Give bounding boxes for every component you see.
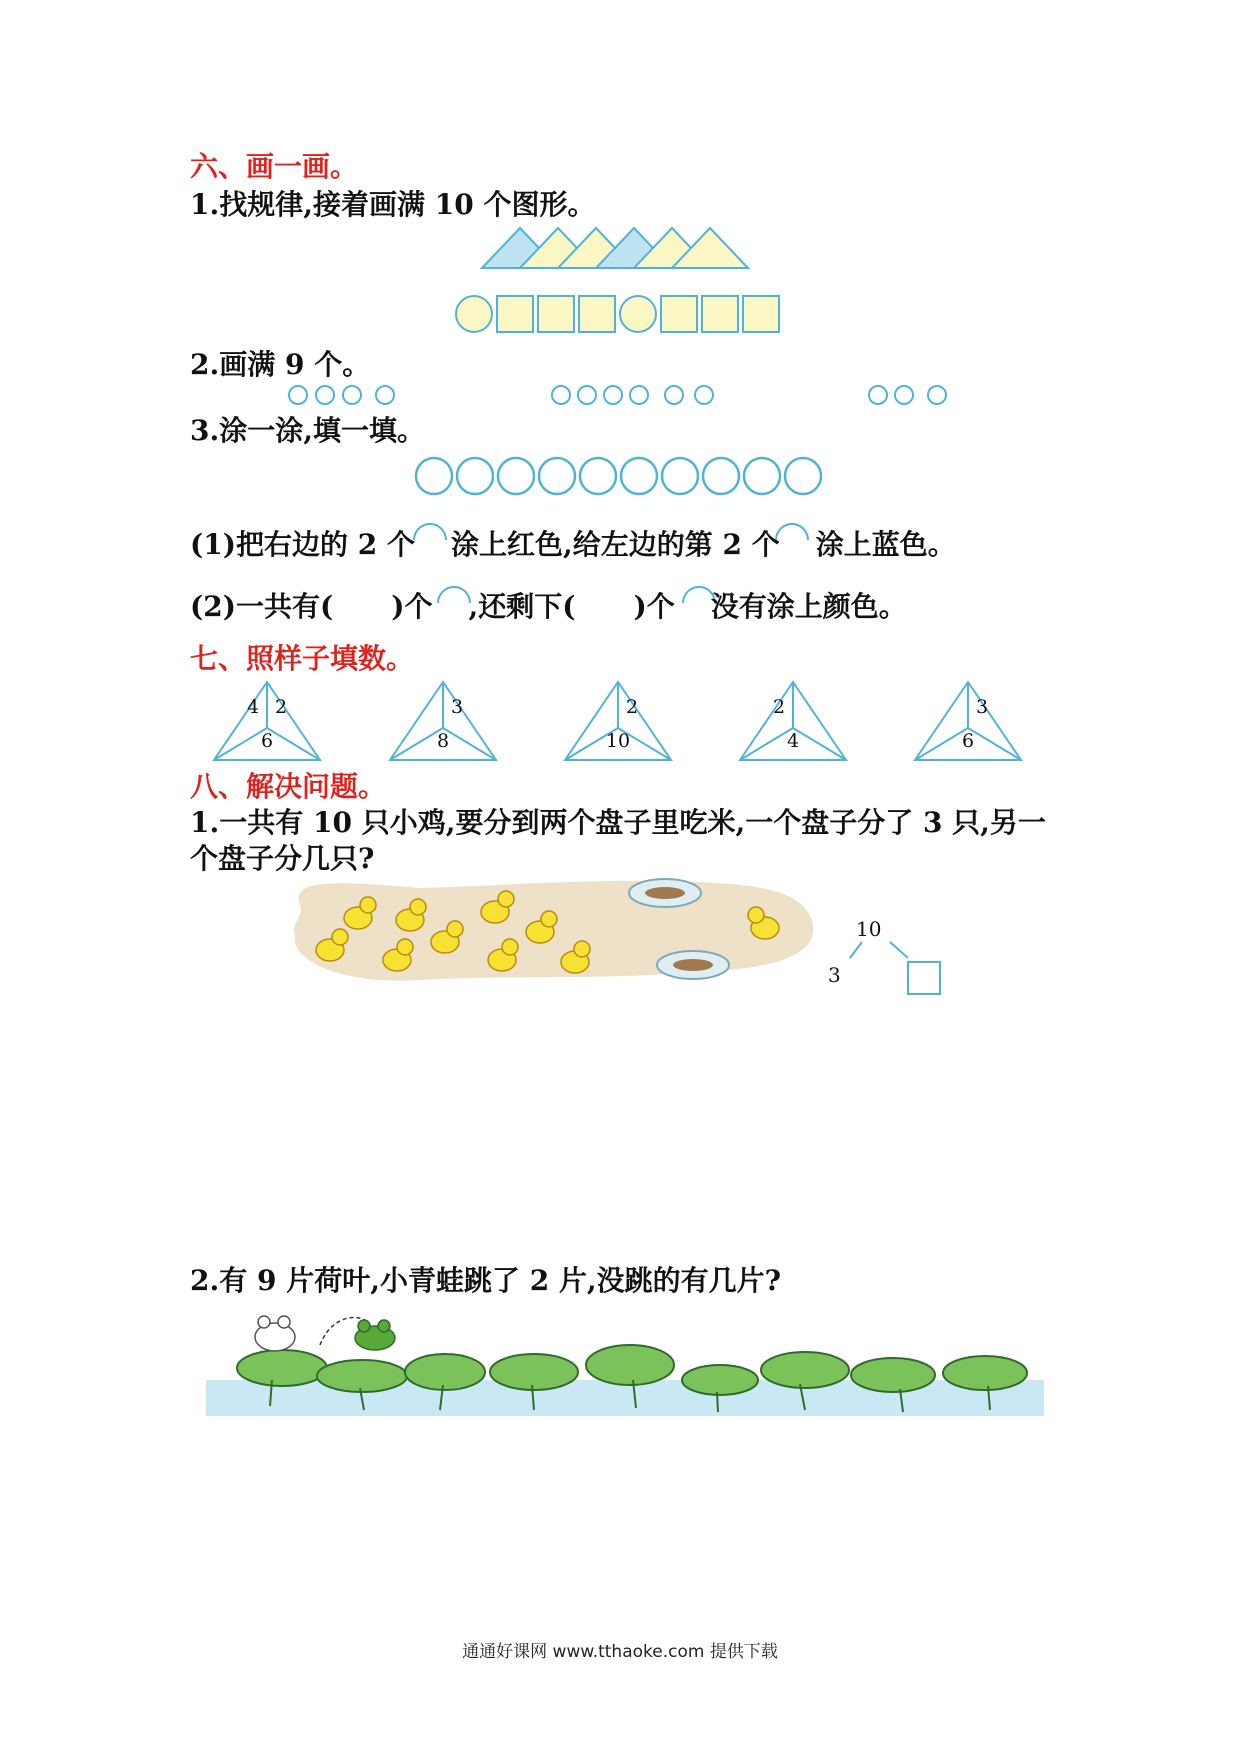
q3-2-part-a: (2)一共有( bbox=[190, 590, 334, 623]
section-6-title: 六、画一画。 bbox=[190, 150, 359, 183]
question-6-1: 1.找规律,接着画满 10 个图形。 bbox=[190, 188, 596, 221]
triangle-5-right-number: 3 bbox=[975, 696, 989, 718]
triangle-1-bottom-number: 6 bbox=[260, 730, 274, 752]
triangle-2-right-number: 3 bbox=[450, 696, 464, 718]
lily-pad bbox=[237, 1350, 327, 1386]
section-8-title: 八、解决问题。 bbox=[190, 770, 387, 803]
answer-box bbox=[908, 962, 940, 994]
tree-left-number: 3 bbox=[828, 963, 841, 987]
lily-pads-illustration bbox=[206, 1316, 1044, 1416]
triangle-1-right-number: 2 bbox=[274, 696, 288, 718]
question-8-1-line-2: 个盘子分几只? bbox=[190, 842, 375, 875]
triangle-5-bottom-number: 6 bbox=[961, 730, 975, 752]
question-8-1-line-1: 1.一共有 10 只小鸡,要分到两个盘子里吃米,一个盘子分了 3 只,另一 bbox=[190, 806, 1046, 839]
circle-square-pattern bbox=[456, 296, 779, 332]
triangle-3-right-number: 2 bbox=[625, 696, 639, 718]
small-circles-groups bbox=[289, 386, 946, 404]
section-7-title: 七、照样子填数。 bbox=[190, 642, 415, 675]
pattern-square-6 bbox=[743, 296, 779, 332]
pattern-square-5 bbox=[702, 296, 738, 332]
pattern-square-2 bbox=[538, 296, 574, 332]
pattern-square-3 bbox=[579, 296, 615, 332]
triangle-2-bottom-number: 8 bbox=[436, 730, 450, 752]
frog-icon bbox=[355, 1320, 395, 1350]
rice-plate-1 bbox=[629, 879, 701, 907]
footer-source: 通通好课网 www.tthaoke.com 提供下载 bbox=[462, 1642, 778, 1662]
frog-outline-icon bbox=[255, 1316, 295, 1351]
triangle-1-left-number: 4 bbox=[246, 696, 260, 718]
triangle-4-left-number: 2 bbox=[772, 696, 786, 718]
lily-pad bbox=[851, 1358, 935, 1392]
question-6-3-2 bbox=[190, 590, 907, 624]
lily-pad bbox=[317, 1360, 407, 1392]
question-6-2: 2.画满 9 个。 bbox=[190, 348, 371, 381]
q3-2-part-d: )个 bbox=[633, 590, 675, 623]
question-6-3: 3.涂一涂,填一填。 bbox=[190, 414, 425, 447]
question-6-3-1 bbox=[190, 528, 956, 562]
triangle-pattern bbox=[482, 228, 748, 268]
number-split-tree bbox=[850, 942, 940, 994]
pattern-circle-2 bbox=[620, 296, 656, 332]
q3-1-part-a: (1)把右边的 2 个 bbox=[190, 528, 415, 561]
lily-pad bbox=[943, 1356, 1027, 1390]
pattern-square-4 bbox=[661, 296, 697, 332]
q3-1-part-c: 涂上蓝色。 bbox=[815, 528, 956, 561]
lily-pad bbox=[761, 1352, 849, 1388]
q3-2-part-c: ,还剩下( bbox=[468, 590, 576, 623]
pattern-square-1 bbox=[497, 296, 533, 332]
q3-1-part-b: 涂上红色,给左边的第 2 个 bbox=[450, 528, 780, 561]
pattern-circle-1 bbox=[456, 296, 492, 332]
lily-pad bbox=[586, 1345, 674, 1385]
q3-2-part-b: )个 bbox=[391, 590, 433, 623]
tree-top-number: 10 bbox=[856, 917, 882, 941]
lily-pad bbox=[682, 1365, 758, 1395]
question-8-2: 2.有 9 片荷叶,小青蛙跳了 2 片,没跳的有几片? bbox=[190, 1264, 782, 1297]
triangle-4-bottom-number: 4 bbox=[786, 730, 800, 752]
rice-plate-2 bbox=[657, 951, 729, 979]
ten-circles-row bbox=[416, 458, 821, 494]
triangle-3-bottom-number: 10 bbox=[605, 730, 631, 752]
q3-2-part-e: 没有涂上颜色。 bbox=[710, 590, 907, 623]
chicks-illustration bbox=[294, 879, 813, 981]
lily-pad bbox=[490, 1354, 578, 1390]
lily-pad bbox=[405, 1354, 485, 1390]
